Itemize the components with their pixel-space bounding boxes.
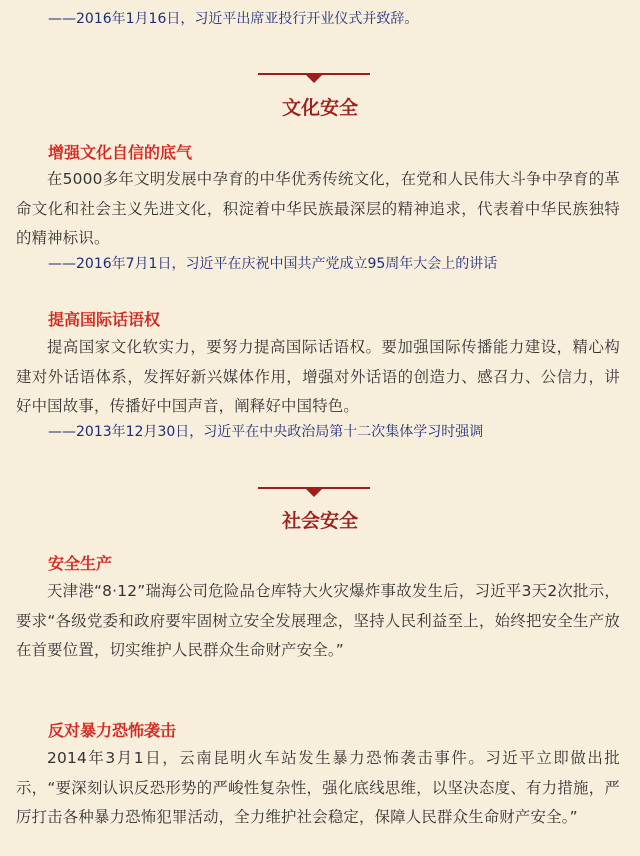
subheading: 反对暴力恐怖袭击 bbox=[48, 721, 177, 740]
quote-source: ——2016年1月16日，习近平出席亚投行开业仪式并致辞。 bbox=[48, 11, 419, 27]
section-title: 社会安全 bbox=[281, 510, 358, 532]
quote-source: ——2013年12月30日，习近平在中央政治局第十二次集体学习时强调 bbox=[48, 424, 484, 440]
subheading: 安全生产 bbox=[48, 554, 113, 573]
body-paragraph: 在5000多年文明发展中孕育的中华优秀传统文化，在党和人民伟大斗争中孕育的革命文化和社会主义先进文化，积淀着中华民族最深层的精神追求，代表着中华民族独特的精神标识。 bbox=[16, 170, 620, 247]
body-paragraph: 2014年3月1日，云南昆明火车站发生暴力恐怖袭击事件。习近平立即做出批示，“要深刻认识反恐形势的严峻性复杂性，强化底线思维，以坚决态度、有力措施，严厉打击各种暴力恐怖犯罪活动，全力维护社会稳定，保障人民群众生命财产安全。” bbox=[16, 749, 620, 826]
divider-triangle-icon bbox=[306, 489, 322, 497]
subheading: 提高国际话语权 bbox=[48, 310, 161, 329]
divider-triangle-icon bbox=[306, 75, 322, 83]
section-title: 文化安全 bbox=[281, 97, 358, 119]
body-paragraph: 天津港“8·12”瑞海公司危险品仓库特大火灾爆炸事故发生后，习近平3天2次批示，要求“各级党委和政府要牢固树立安全发展理念，坚持人民利益至上，始终把安全生产放在首要位置，切实维护人民群众生命财产安全。” bbox=[16, 582, 620, 659]
quote-source: ——2016年7月1日，习近平在庆祝中国共产党成立95周年大会上的讲话 bbox=[48, 256, 498, 272]
body-paragraph: 提高国家文化软实力，要努力提高国际话语权。要加强国际传播能力建设，精心构建对外话语体系，发挥好新兴媒体作用，增强对外话语的创造力、感召力、公信力，讲好中国故事，传播好中国声音，阐释好中国特色。 bbox=[16, 338, 620, 415]
subheading: 增强文化自信的底气 bbox=[48, 143, 193, 162]
